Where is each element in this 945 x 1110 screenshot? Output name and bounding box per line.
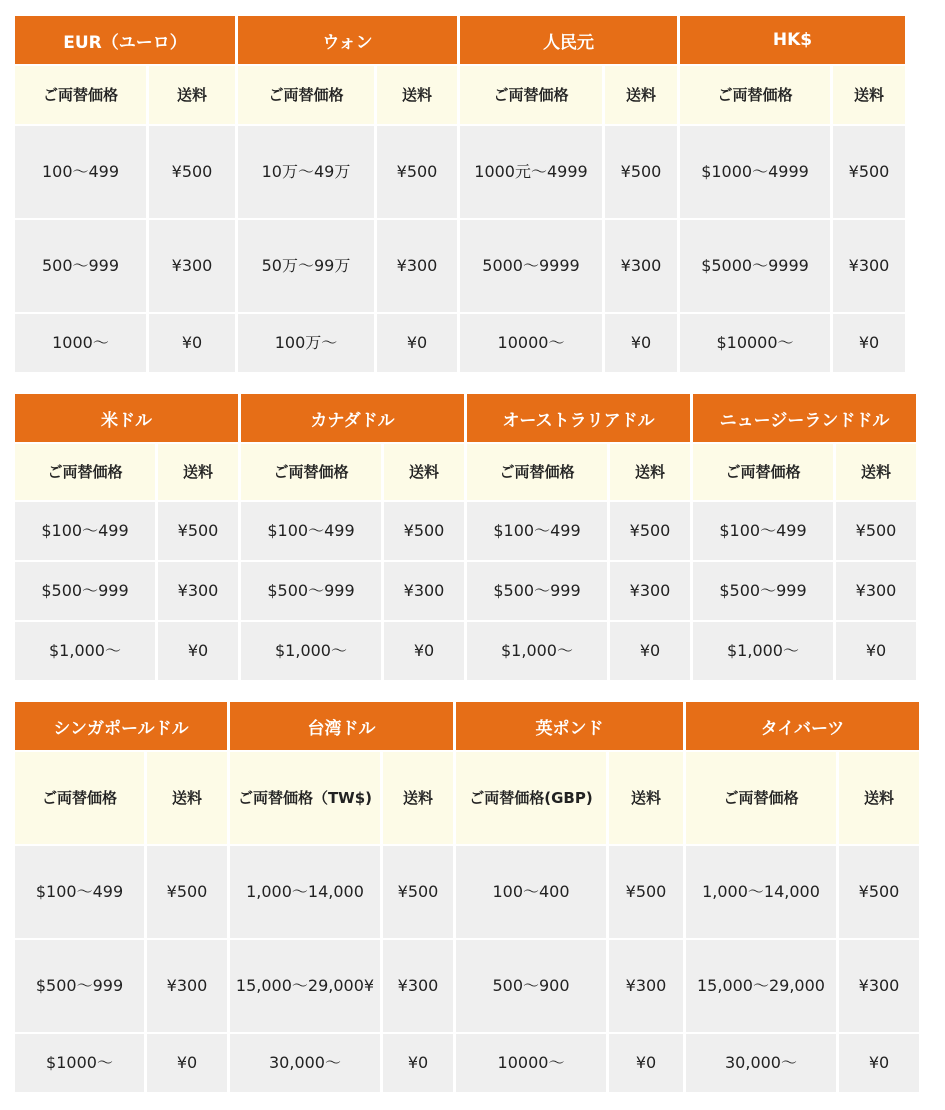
table-row — [15, 562, 916, 620]
shipping-fee-header: 送料 — [147, 752, 227, 844]
shipping-fee-cell: ¥500 — [836, 502, 916, 560]
shipping-fee-header: 送料 — [377, 66, 457, 124]
price-range-header: ご両替価格（TW$) — [230, 752, 380, 844]
price-range-cell: $500〜999 — [15, 940, 144, 1032]
shipping-fee-cell: ¥0 — [833, 314, 905, 372]
price-range-cell: $10000〜 — [680, 314, 830, 372]
price-range-cell: $500〜999 — [693, 562, 833, 620]
currency-header-row — [15, 702, 919, 750]
currency-header: タイバーツ — [686, 702, 919, 750]
price-range-cell: 1000元〜4999 — [460, 126, 602, 218]
price-range-header: ご両替価格 — [238, 66, 374, 124]
shipping-fee-header: 送料 — [610, 444, 690, 500]
price-range-header: ご両替価格 — [241, 444, 381, 500]
price-range-cell: 1000〜 — [15, 314, 146, 372]
price-range-header: ご両替価格 — [15, 444, 155, 500]
price-range-header: ご両替価格 — [467, 444, 607, 500]
shipping-fee-cell: ¥500 — [377, 126, 457, 218]
price-range-cell: 1,000〜14,000 — [686, 846, 836, 938]
currency-header: ウォン — [238, 16, 457, 64]
price-range-cell: $1,000〜 — [693, 622, 833, 680]
price-range-header: ご両替価格 — [686, 752, 836, 844]
shipping-fee-cell: ¥300 — [839, 940, 919, 1032]
table-row — [15, 622, 916, 680]
price-range-header: ご両替価格 — [693, 444, 833, 500]
price-range-cell: 30,000〜 — [230, 1034, 380, 1092]
price-range-header: ご両替価格 — [460, 66, 602, 124]
shipping-fee-header: 送料 — [609, 752, 683, 844]
shipping-fee-cell: ¥0 — [384, 622, 464, 680]
price-range-cell: $1000〜4999 — [680, 126, 830, 218]
table-row — [15, 846, 919, 938]
price-range-cell: $500〜999 — [467, 562, 607, 620]
currency-header: 英ポンド — [456, 702, 683, 750]
currency-header-row — [15, 16, 905, 64]
price-range-cell: $100〜499 — [693, 502, 833, 560]
column-header-row — [15, 66, 905, 124]
price-range-cell: 500〜900 — [456, 940, 606, 1032]
price-range-cell: 100〜499 — [15, 126, 146, 218]
shipping-fee-cell: ¥0 — [158, 622, 238, 680]
price-range-cell: 100〜400 — [456, 846, 606, 938]
shipping-fee-cell: ¥0 — [377, 314, 457, 372]
shipping-fee-cell: ¥0 — [383, 1034, 453, 1092]
shipping-fee-cell: ¥300 — [836, 562, 916, 620]
price-range-cell: 50万〜99万 — [238, 220, 374, 312]
price-range-cell: $1,000〜 — [15, 622, 155, 680]
shipping-fee-header: 送料 — [383, 752, 453, 844]
shipping-fee-cell: ¥300 — [384, 562, 464, 620]
shipping-fee-cell: ¥500 — [149, 126, 235, 218]
price-range-cell: 10000〜 — [460, 314, 602, 372]
price-range-cell: 500〜999 — [15, 220, 146, 312]
shipping-fee-cell: ¥500 — [384, 502, 464, 560]
currency-header: EUR（ユーロ） — [15, 16, 235, 64]
table-row — [15, 502, 916, 560]
price-range-header: ご両替価格(GBP) — [456, 752, 606, 844]
price-range-cell: $100〜499 — [15, 502, 155, 560]
exchange-fee-table-2 — [12, 392, 919, 682]
currency-header: ニュージーランドドル — [693, 394, 916, 442]
price-range-cell: 100万〜 — [238, 314, 374, 372]
shipping-fee-cell: ¥500 — [609, 846, 683, 938]
shipping-fee-cell: ¥300 — [833, 220, 905, 312]
price-range-cell: $500〜999 — [15, 562, 155, 620]
shipping-fee-header: 送料 — [839, 752, 919, 844]
shipping-fee-cell: ¥300 — [609, 940, 683, 1032]
price-range-cell: 15,000〜29,000¥ — [230, 940, 380, 1032]
price-range-cell: $100〜499 — [467, 502, 607, 560]
price-range-cell: $1,000〜 — [467, 622, 607, 680]
shipping-fee-cell: ¥500 — [839, 846, 919, 938]
price-range-cell: $100〜499 — [15, 846, 144, 938]
shipping-fee-header: 送料 — [149, 66, 235, 124]
shipping-fee-cell: ¥300 — [147, 940, 227, 1032]
shipping-fee-cell: ¥300 — [383, 940, 453, 1032]
shipping-fee-header: 送料 — [836, 444, 916, 500]
currency-header: 台湾ドル — [230, 702, 453, 750]
price-range-cell: 15,000〜29,000 — [686, 940, 836, 1032]
currency-header: HK$ — [680, 16, 905, 64]
shipping-fee-header: 送料 — [605, 66, 677, 124]
currency-header: 米ドル — [15, 394, 238, 442]
price-range-header: ご両替価格 — [15, 752, 144, 844]
price-range-cell: $100〜499 — [241, 502, 381, 560]
price-range-cell: 30,000〜 — [686, 1034, 836, 1092]
shipping-fee-cell: ¥500 — [610, 502, 690, 560]
currency-header-row — [15, 394, 916, 442]
shipping-fee-cell: ¥500 — [147, 846, 227, 938]
shipping-fee-cell: ¥0 — [147, 1034, 227, 1092]
price-range-cell: $1000〜 — [15, 1034, 144, 1092]
shipping-fee-cell: ¥300 — [149, 220, 235, 312]
shipping-fee-header: 送料 — [384, 444, 464, 500]
price-range-cell: 5000〜9999 — [460, 220, 602, 312]
column-header-row — [15, 752, 919, 844]
price-range-cell: 1,000〜14,000 — [230, 846, 380, 938]
shipping-fee-cell: ¥0 — [839, 1034, 919, 1092]
currency-header: 人民元 — [460, 16, 677, 64]
price-range-cell: 10万〜49万 — [238, 126, 374, 218]
shipping-fee-cell: ¥500 — [158, 502, 238, 560]
shipping-fee-cell: ¥500 — [605, 126, 677, 218]
shipping-fee-cell: ¥500 — [833, 126, 905, 218]
currency-header: カナダドル — [241, 394, 464, 442]
price-range-cell: $500〜999 — [241, 562, 381, 620]
price-range-header: ご両替価格 — [680, 66, 830, 124]
price-range-cell: $1,000〜 — [241, 622, 381, 680]
table-row — [15, 220, 905, 312]
shipping-fee-header: 送料 — [833, 66, 905, 124]
exchange-fee-table-1 — [12, 14, 908, 374]
shipping-fee-cell: ¥300 — [158, 562, 238, 620]
price-range-cell: $5000〜9999 — [680, 220, 830, 312]
price-range-cell: 10000〜 — [456, 1034, 606, 1092]
shipping-fee-cell: ¥300 — [377, 220, 457, 312]
price-range-header: ご両替価格 — [15, 66, 146, 124]
shipping-fee-cell: ¥0 — [149, 314, 235, 372]
table-row — [15, 940, 919, 1032]
shipping-fee-cell: ¥0 — [609, 1034, 683, 1092]
currency-header: シンガポールドル — [15, 702, 227, 750]
table-row — [15, 314, 905, 372]
shipping-fee-cell: ¥0 — [605, 314, 677, 372]
column-header-row — [15, 444, 916, 500]
shipping-fee-cell: ¥300 — [605, 220, 677, 312]
shipping-fee-cell: ¥0 — [610, 622, 690, 680]
table-row — [15, 1034, 919, 1092]
currency-header: オーストラリアドル — [467, 394, 690, 442]
shipping-fee-cell: ¥300 — [610, 562, 690, 620]
shipping-fee-cell: ¥500 — [383, 846, 453, 938]
shipping-fee-cell: ¥0 — [836, 622, 916, 680]
table-row — [15, 126, 905, 218]
exchange-fee-table-3 — [12, 700, 922, 1094]
shipping-fee-header: 送料 — [158, 444, 238, 500]
